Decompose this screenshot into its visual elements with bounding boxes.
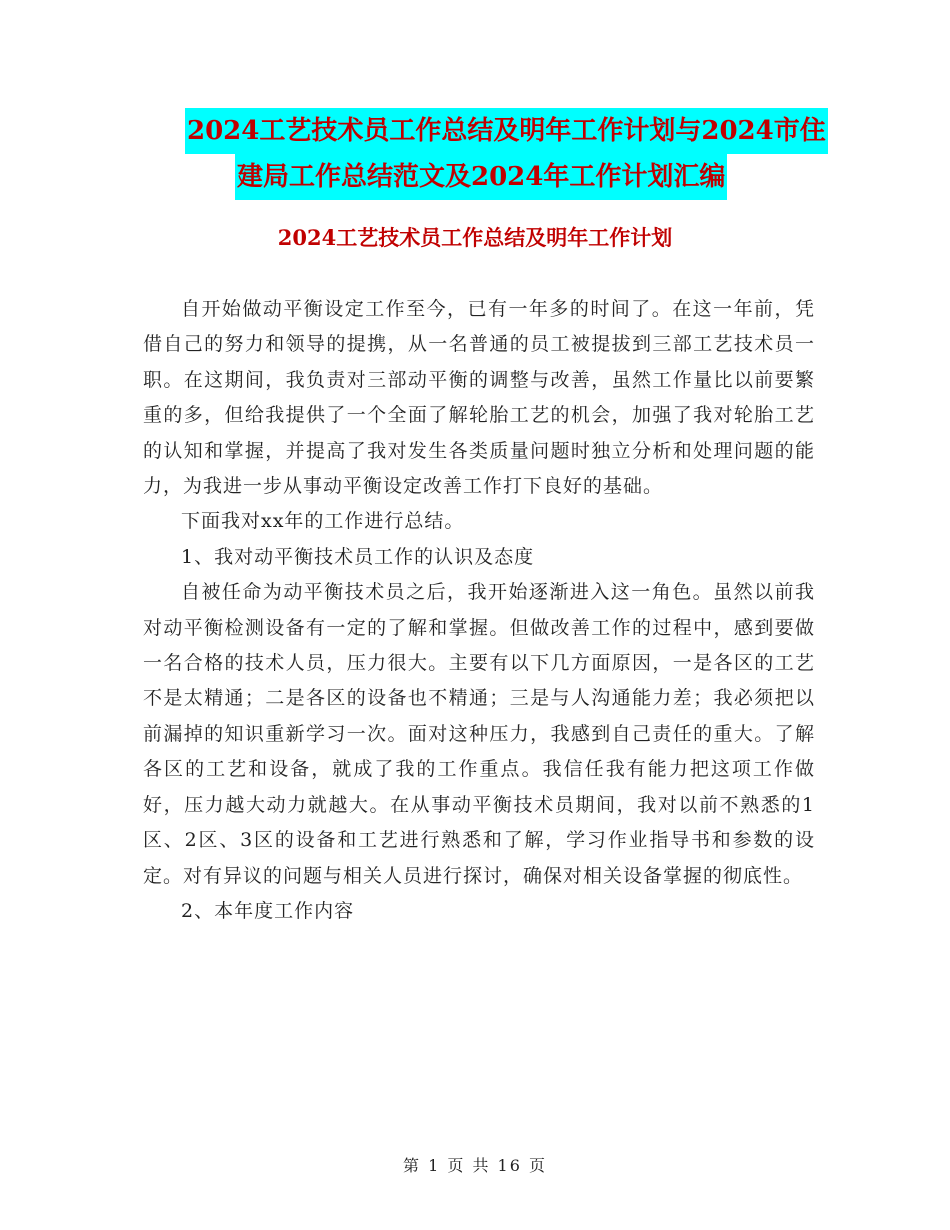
- document-title-line-2: 建局工作总结范文及2024年工作计划汇编: [235, 154, 727, 200]
- section-title: 2024工艺技术员工作总结及明年工作计划: [277, 225, 673, 250]
- heading-item-2: 2、本年度工作内容: [181, 899, 355, 922]
- document-body: [143, 292, 815, 929]
- page-footer: 第 1 页 共 16 页: [403, 1156, 547, 1175]
- paragraph-summary-lead: 下面我对xx年的工作进行总结。: [181, 510, 465, 533]
- heading-item-1: 1、我对动平衡技术员工作的认识及态度: [181, 545, 535, 568]
- paragraph-intro: 自开始做动平衡设定工作至今，已有一年多的时间了。在这一年前，凭借自己的努力和领导的提携，从一名普通的员工被提拔到三部工艺技术员一职。在这期间，我负责对三部动平衡的调整与改善，虽然工作量比以前要繁重的多，但给我提供了一个全面了解轮胎工艺的机会，加强了我对轮胎工艺的认知和掌握，并提高了我对发生各类质量问题时独立分析和处理问题的能力，为我进一步从事动平衡设定改善工作打下良好的基础。: [143, 298, 815, 498]
- document-title: [140, 108, 826, 200]
- document-title-line-1: 2024工艺技术员工作总结及明年工作计划与2024市住: [185, 108, 828, 154]
- paragraph-item-1: 自被任命为动平衡技术员之后，我开始逐渐进入这一角色。虽然以前我对动平衡检测设备有一定的了解和掌握。但做改善工作的过程中，感到要做一名合格的技术人员，压力很大。主要有以下几方面原因，一是各区的工艺不是太精通；二是各区的设备也不精通；三是与人沟通能力差；我必须把以前漏掉的知识重新学习一次。面对这种压力，我感到自己责任的重大。了解各区的工艺和设备，就成了我的工作重点。我信任我有能力把这项工作做好，压力越大动力就越大。在从事动平衡技术员期间，我对以前不熟悉的1区、2区、3区的设备和工艺进行熟悉和了解，学习作业指导书和参数的设定。对有异议的问题与相关人员进行探讨，确保对相关设备掌握的彻底性。: [143, 581, 815, 887]
